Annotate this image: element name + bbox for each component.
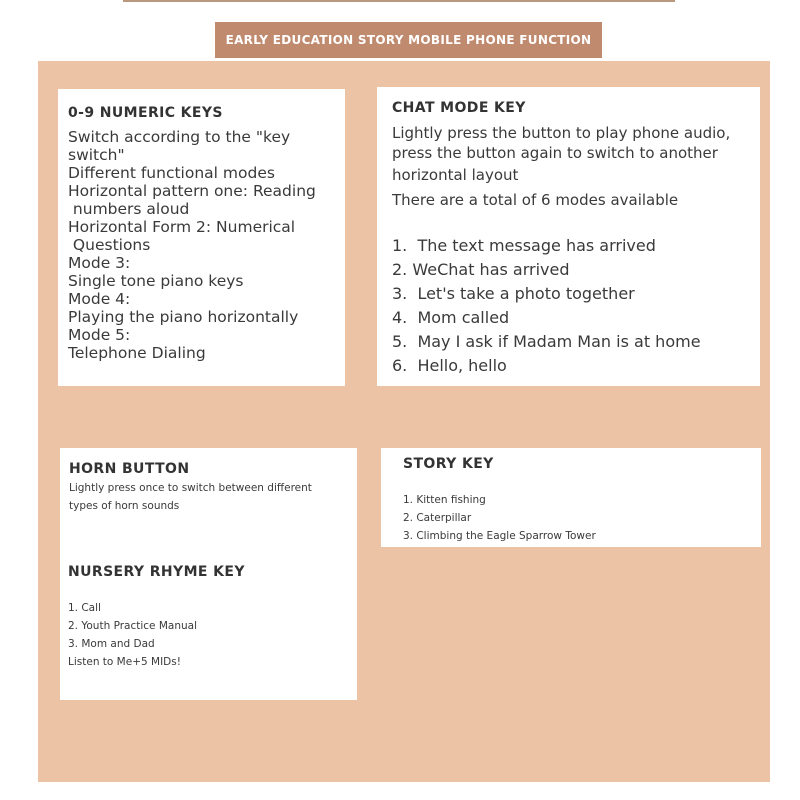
page-title-banner: [215, 22, 602, 58]
text-line: switch": [68, 146, 125, 164]
page-title: EARLY EDUCATION STORY MOBILE PHONE FUNCTION: [225, 33, 592, 47]
text-line: Different functional modes: [68, 164, 275, 182]
chat-mode-card: [377, 87, 760, 386]
chat-mode-title: CHAT MODE KEY: [392, 100, 526, 116]
text-line: Single tone piano keys: [68, 272, 244, 290]
list-item: 2. WeChat has arrived: [392, 260, 570, 279]
text-line: Horizontal pattern one: Reading: [68, 182, 316, 200]
list-item: 5. May I ask if Madam Man is at home: [392, 332, 701, 351]
list-item: 1. Call: [68, 602, 101, 614]
story-key-card: [381, 448, 761, 547]
list-item: 3. Let's take a photo together: [392, 284, 635, 303]
text-line: numbers aloud: [68, 200, 190, 218]
text-line: types of horn sounds: [69, 500, 180, 512]
text-line: Lightly press the button to play phone audio,: [392, 124, 731, 142]
text-line: press the button again to switch to another: [392, 144, 718, 162]
list-item: 1. The text message has arrived: [392, 236, 656, 255]
chat-mode-description: [392, 123, 730, 212]
text-line: Mode 5:: [68, 326, 131, 344]
list-item: 3. Mom and Dad: [68, 638, 155, 650]
horn-button-description: [69, 479, 312, 515]
text-line: There are a total of 6 modes available: [392, 191, 679, 209]
chat-mode-list: [392, 234, 701, 378]
text-line: Horizontal Form 2: Numerical: [68, 218, 296, 236]
numeric-keys-title: 0-9 NUMERIC KEYS: [68, 105, 223, 121]
list-item: 3. Climbing the Eagle Sparrow Tower: [403, 530, 596, 542]
text-line: Mode 3:: [68, 254, 131, 272]
list-item: 4. Mom called: [392, 308, 510, 327]
numeric-keys-description: [68, 128, 316, 362]
numeric-keys-card: [58, 89, 345, 386]
text-line: Telephone Dialing: [68, 344, 206, 362]
list-item: 2. Youth Practice Manual: [68, 620, 197, 632]
list-item: 6. Hello, hello: [392, 356, 507, 375]
text-line: horizontal layout: [392, 166, 519, 184]
nursery-rhyme-list: [68, 599, 197, 671]
text-line: Lightly press once to switch between different: [69, 482, 312, 494]
text-line: Playing the piano horizontally: [68, 308, 299, 326]
text-line: Switch according to the "key: [68, 128, 291, 146]
text-line: Mode 4:: [68, 290, 131, 308]
list-item: Listen to Me+5 MIDs!: [68, 656, 181, 668]
top-divider: [123, 0, 675, 2]
story-key-list: [403, 491, 596, 545]
horn-nursery-card: [60, 448, 357, 700]
nursery-rhyme-title: NURSERY RHYME KEY: [68, 564, 245, 580]
list-item: 2. Caterpillar: [403, 512, 472, 524]
story-key-title: STORY KEY: [403, 456, 494, 472]
text-line: Questions: [68, 236, 151, 254]
horn-button-title: HORN BUTTON: [69, 461, 190, 477]
list-item: 1. Kitten fishing: [403, 494, 486, 506]
